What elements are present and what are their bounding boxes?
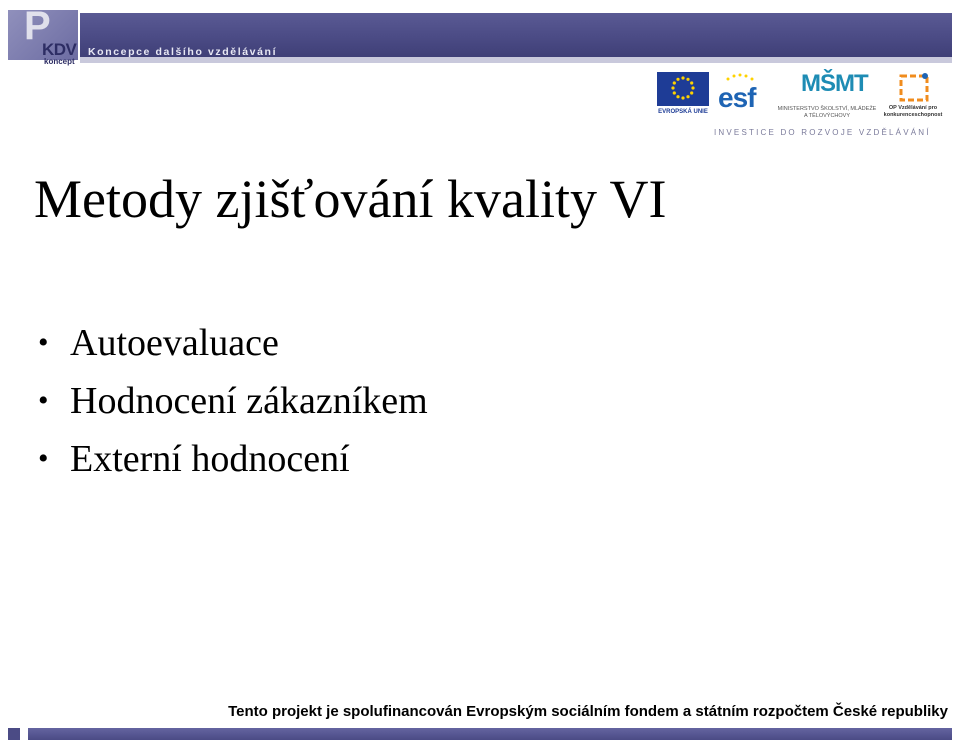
- header-tagline: Koncepce dalšího vzdělávání: [88, 46, 278, 58]
- bullet-text: Autoevaluace: [70, 322, 279, 364]
- op-vk-logo: [877, 70, 949, 122]
- esf-logo: [714, 70, 766, 122]
- logo-kdv-text: KDV: [42, 40, 77, 59]
- footer-funding-text: Tento projekt je spolufinancován Evropským sociálním fondem a státním rozpočtem České republiky: [228, 703, 948, 720]
- logo-p-icon: P: [24, 4, 51, 48]
- bullet-text: Hodnocení zákazníkem: [70, 380, 428, 422]
- partner-logos: [655, 70, 950, 122]
- list-item: [34, 318, 428, 376]
- kdv-koncept-logo: [8, 4, 78, 68]
- list-item: [34, 434, 428, 492]
- esf-text: esf: [718, 82, 756, 113]
- eu-flag-icon: [657, 72, 709, 106]
- footer-band: [28, 728, 952, 740]
- eu-caption: EVROPSKÁ UNIE: [658, 109, 708, 115]
- msmt-caption: MINISTERSTVO ŠKOLSTVÍ, MLÁDEŽE A TĚLOVÝCHOVY: [777, 106, 877, 119]
- eu-flag-logo: [655, 70, 711, 122]
- msmt-mark: MŠMT: [801, 70, 868, 97]
- bullet-list: [34, 318, 428, 492]
- slide-title: Metody zjišťování kvality VI: [34, 169, 667, 229]
- list-item: [34, 376, 428, 434]
- bullet-icon: •: [38, 326, 49, 359]
- bullet-icon: •: [38, 384, 49, 417]
- investice-tagline: INVESTICE DO ROZVOJE VZDĚLÁVÁNÍ: [714, 128, 931, 137]
- op-vk-icon: [897, 70, 933, 104]
- logo-koncept-text: koncept: [44, 57, 75, 66]
- op-caption: OP Vzdělávání pro konkurenceschopnost: [883, 105, 943, 118]
- footer-square: [8, 728, 20, 740]
- msmt-logo: [775, 70, 875, 122]
- esf-box: [714, 72, 764, 118]
- bullet-text: Externí hodnocení: [70, 438, 350, 480]
- bullet-icon: •: [38, 442, 49, 475]
